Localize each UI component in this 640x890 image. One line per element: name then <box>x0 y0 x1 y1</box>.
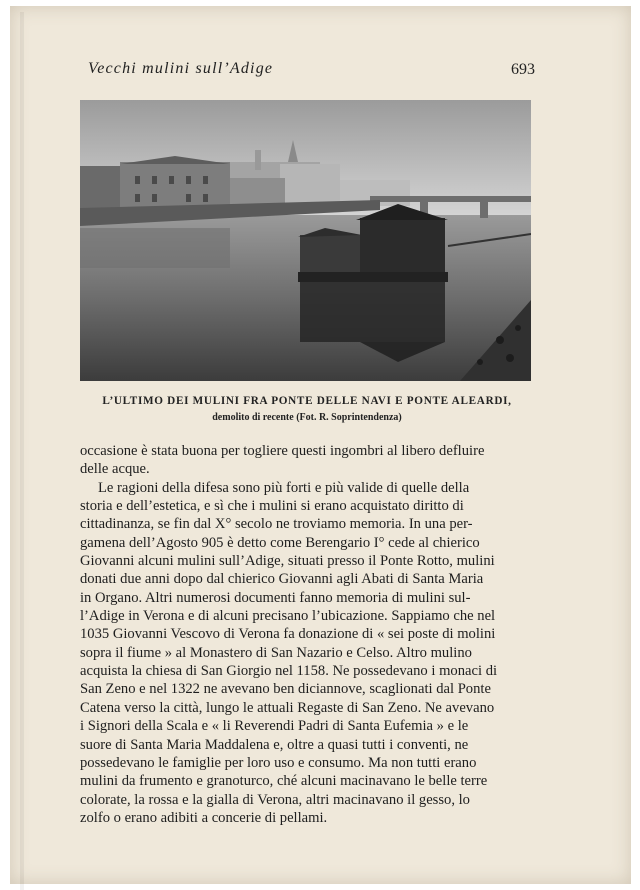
text-line: occasione è stata buona per togliere questi ingombri al libero defluire <box>80 443 485 459</box>
text-line: sopra il fiume » al Monastero di San Nazario e Celso. Altro mulino <box>80 644 472 661</box>
text-line: cittadinanza, se fin dal X° secolo ne troviamo memoria. In una per- <box>80 516 473 533</box>
text-line: donati due anni dopo dal chierico Giovanni agli Abati di Santa Maria <box>80 571 484 588</box>
mill-photograph <box>80 100 531 381</box>
body-text <box>80 442 532 827</box>
page-number: 693 <box>511 61 535 78</box>
running-title: Vecchi mulini sull’Adige <box>88 60 274 77</box>
text-line: storia e dell’estetica, e sì che i mulini si erano acquistato diritto di <box>80 498 464 515</box>
text-line: 1035 Giovanni Vescovo di Verona fa donazione di « sei poste di molini <box>80 626 496 643</box>
text-line: zolfo o erano adibiti a concerie di pellami. <box>80 809 328 826</box>
text-line: suore di Santa Maria Maddalena e, oltre a quasi tutti i conventi, ne <box>80 736 469 753</box>
text-line: acquista la chiesa di San Giorgio nel 1158. Ne possedevano i monaci di <box>80 663 498 680</box>
photo-caption-credit: demolito di recente (Fot. R. Soprintendenza) <box>212 412 402 423</box>
text-line: Le ragioni della difesa sono più forti e più valide di quelle della <box>98 479 470 496</box>
text-line: San Zeno e nel 1322 ne avevano ben diciannove, scaglionati dal Ponte <box>80 681 491 698</box>
text-line: i Signori della Scala e « li Reverendi Padri di Santa Eufemia » e le <box>80 718 469 735</box>
page-gutter-shadow <box>20 12 24 890</box>
text-line: delle acque. <box>80 461 150 478</box>
text-line: Giovanni alcuni mulini sull’Adige, situati presso il Ponte Rotto, mulini <box>80 553 495 570</box>
text-line: possedevano le famiglie per loro uso e consumo. Ma non tutti erano <box>80 754 477 771</box>
text-line: mulini da frumento e granoturco, ché alcuni macinavano le belle terre <box>80 773 488 790</box>
text-line: colorate, la rossa e la gialla di Verona, altri macinavano il gesso, lo <box>80 791 470 808</box>
text-line: in Organo. Altri numerosi documenti fanno memoria di mulini sul- <box>80 589 471 606</box>
mill-photograph-illustration <box>80 100 531 381</box>
text-line: Catena verso la città, lungo le attuali Regaste di San Zeno. Ne avevano <box>80 699 495 716</box>
photo-caption-title: L’ULTIMO DEI MULINI FRA PONTE DELLE NAVI E PONTE ALEARDI, <box>102 395 512 407</box>
text-line: l’Adige in Verona e di alcuni precisano l’ubicazione. Sappiamo che nel <box>80 608 496 625</box>
text-line: gamena dell’Agosto 905 è detto come Berengario I° cede al chierico <box>80 534 480 551</box>
